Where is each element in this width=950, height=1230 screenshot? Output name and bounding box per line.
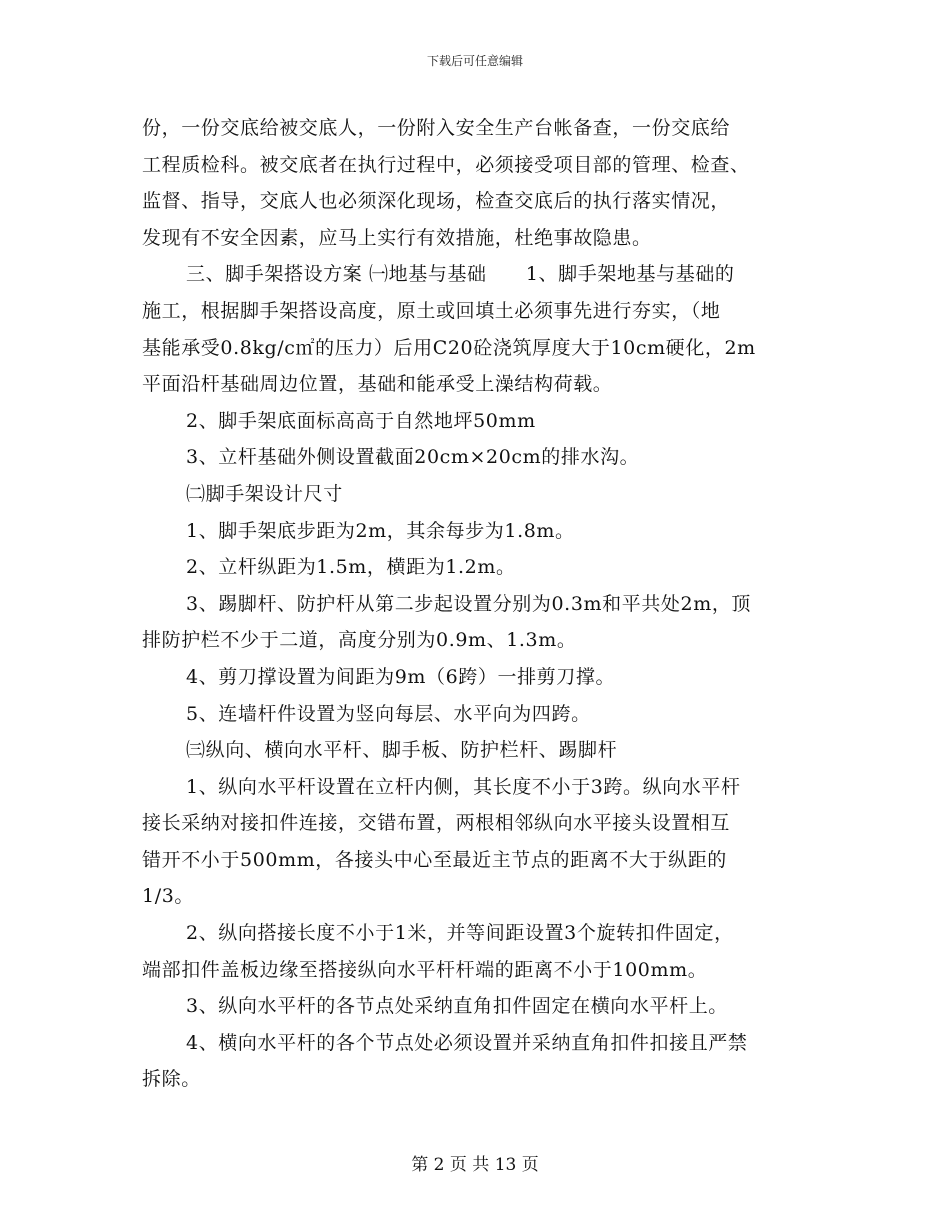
section-heading: ㈡脚手架设计尺寸 [186,482,343,505]
text-line: 3、纵向水平杆的各节点处采纳直角扣件固定在横向水平杆上。 [186,995,728,1018]
text-line: 接长采纳对接扣件连接，交错布置，两根相邻纵向水平接头设置相互 [142,812,731,835]
text-line: 份，一份交底给被交底人，一份附入安全生产台帐备查，一份交底给 [142,117,731,139]
page-header: 下载后可任意编辑 [426,54,523,68]
text-line: 发现有不安全因素，应马上实行有效措施，杜绝事故隐患。 [142,226,652,249]
text-line: 5、连墙杆件设置为竖向每层、水平向为四跨。 [186,702,591,725]
text-line: 1/3。 [142,885,194,908]
text-line: 2、脚手架底面标高高于自然地坪50mm [186,409,536,432]
text-line: 三、脚手架搭设方案 ㈠地基与基础 1、脚手架地基与基础的 [186,263,735,286]
text-line: 监督、指导，交底人也必须深化现场，检查交底后的执行落实情况， [142,190,731,213]
text-line: 2、立杆纵距为1.5m，横距为1.2m。 [186,556,516,579]
text-line: 平面沿杆基础周边位置，基础和能承受上澡结构荷载。 [142,373,613,396]
text-line: 2、纵向搭接长度不小于1米，并等间距设置3个旋转扣件固定， [186,922,734,945]
text-line: 4、横向水平杆的各个节点处必须设置并采纳直角扣件扣接且严禁 [186,1031,748,1054]
text-line: 1、脚手架底步距为2m，其余每步为1.8m。 [186,519,575,542]
text-line: 端部扣件盖板边缘至搭接纵向水平杆杆端的距离不小于100mm。 [142,958,708,981]
text-line: 3、踢脚杆、防护杆从第二步起设置分别为0.3m和平共处2m，顶 [186,592,752,615]
text-line: 拆除。 [142,1068,201,1091]
text-line: 排防护栏不少于二道，高度分别为0.9m、1.3m。 [142,629,577,652]
section-heading: ㈢纵向、横向水平杆、脚手板、防护栏杆、踢脚杆 [186,739,618,762]
text-line: 3、立杆基础外侧设置截面20cm×20cm的排水沟。 [186,446,640,469]
text-line: 基能承受0.8kg/c㎡的压力）后用C20砼浇筑厚度大于10cm硬化，2m [142,336,756,359]
text-line: 4、剪刀撑设置为间距为9m（6跨）一排剪刀撑。 [186,665,616,688]
text-line: 施工，根据脚手架搭设高度，原土或回填土必须事先进行夯实，（地 [142,299,721,322]
text-line: 错开不小于500mm，各接头中心至最近主节点的距离不大于纵距的 [142,848,727,871]
text-line: 工程质检科。被交底者在执行过程中，必须接受项目部的管理、检查、 [142,153,750,176]
page-number: 第 2 页 共 13 页 [411,1155,539,1175]
document-body [142,110,812,1098]
text-line: 1、纵向水平杆设置在立杆内侧，其长度不小于3跨。纵向水平杆 [186,775,741,798]
